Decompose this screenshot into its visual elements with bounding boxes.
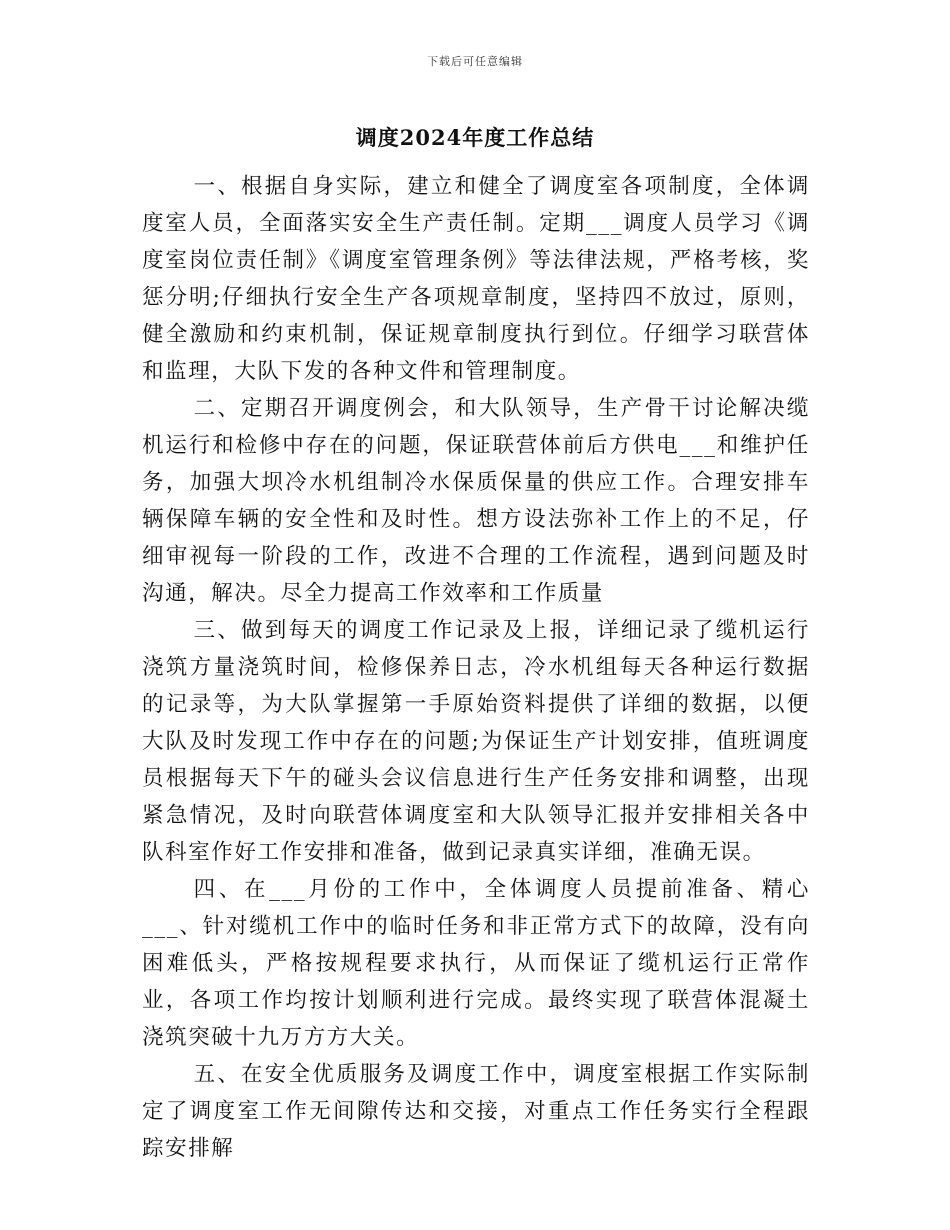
paragraph-5: 五、在安全优质服务及调度工作中，调度室根据工作实际制定了调度室工作无间隙传达和交接，对重点工作任务实行全程跟踪安排解 (142, 1062, 810, 1161)
paragraph-3: 三、做到每天的调度工作记录及上报，详细记录了缆机运行浇筑方量浇筑时间，检修保养日志，冷水机组每天各种运行数据的记录等，为大队掌握第一手原始资料提供了详细的数据，以便大队及时发现工作中存在的问题;为保证生产计划安排，值班调度员根据每天下午的碰头会议信息进行生产任务安排和调整，出现紧急情况，及时向联营体调度室和大队领导汇报并安排相关各中队科室作好工作安排和准备，做到记录真实详细，准确无误。 (142, 618, 810, 865)
paragraph-1: 一、根据自身实际，建立和健全了调度室各项制度，全体调度室人员，全面落实安全生产责任制。定期___调度人员学习《调度室岗位责任制》《调度室管理条例》等法律法规，严格考核，奖惩分明;仔细执行安全生产各项规章制度，坚持四不放过，原则，健全激励和约束机制，保证规章制度执行到位。仔细学习联营体和监理，大队下发的各种文件和管理制度。 (142, 174, 810, 384)
document-body (142, 168, 810, 1167)
document-title: 调度2024年度工作总结 (355, 125, 595, 150)
header-note: 下载后可任意编辑 (427, 55, 523, 68)
paragraph-4: 四、在___月份的工作中，全体调度人员提前准备、精心___、针对缆机工作中的临时任务和非正常方式下的故障，没有向困难低头，严格按规程要求执行，从而保证了缆机运行正常作业，各项工作均按计划顺利进行完成。最终实现了联营体混凝土浇筑突破十九万方方大关。 (142, 877, 810, 1050)
paragraph-2: 二、定期召开调度例会，和大队领导，生产骨干讨论解决缆机运行和检修中存在的问题，保证联营体前后方供电___和维护任务，加强大坝冷水机组制冷水保质保量的供应工作。合理安排车辆保障车辆的安全性和及时性。想方设法弥补工作上的不足，仔细审视每一阶段的工作，改进不合理的工作流程，遇到问题及时沟通，解决。尽全力提高工作效率和工作质量 (142, 396, 810, 606)
